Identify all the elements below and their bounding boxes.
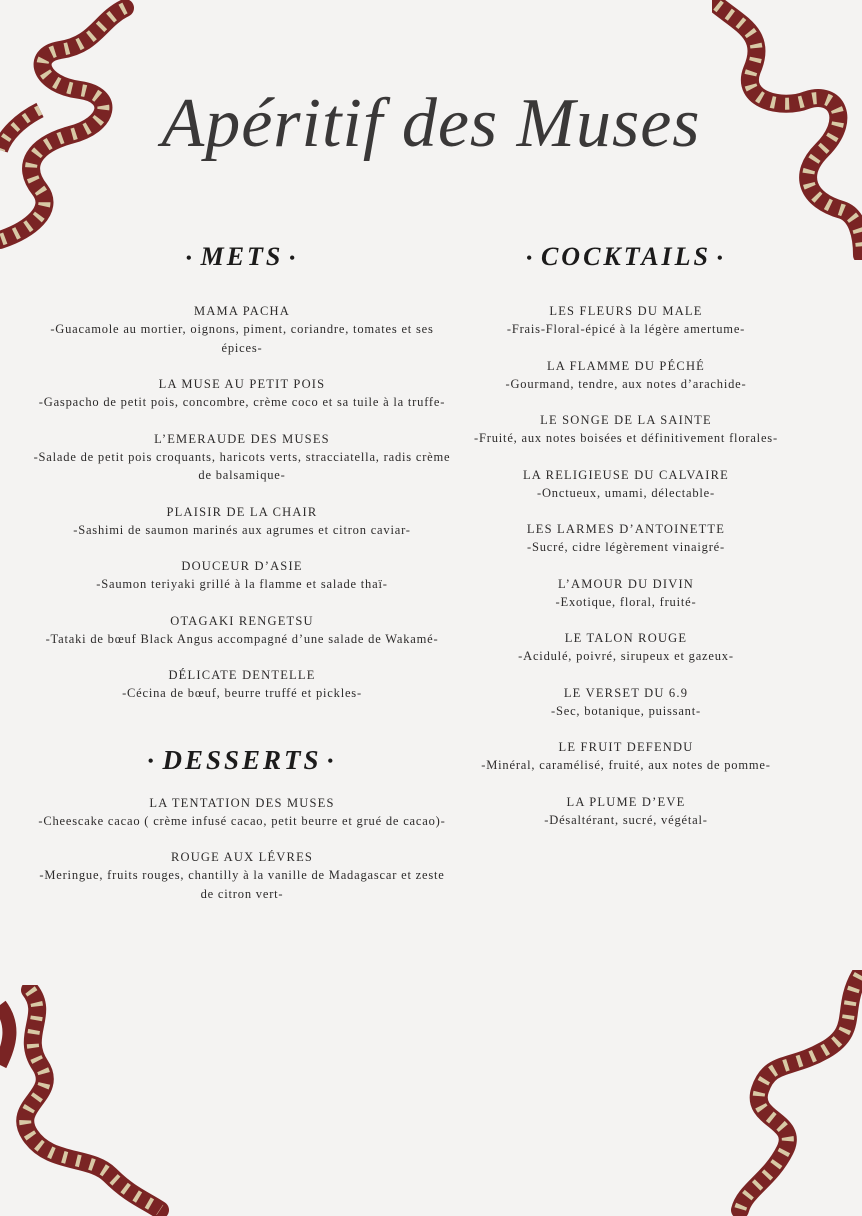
cocktails-heading: • COCKTAILS • — [526, 242, 726, 271]
menu-item-name: L’AMOUR DU DIVIN — [557, 576, 695, 591]
menu-item-description: -Cheescake cacao ( crème infusé cacao, petit beurre et grué de cacao)- — [38, 813, 446, 828]
menu-item-description: -Frais-Floral-épicé à la légère amertume- — [506, 322, 746, 336]
menu-item — [32, 503, 452, 540]
mets-heading: • METS • — [185, 242, 299, 271]
snake-icon — [730, 970, 862, 1216]
menu-item — [445, 466, 807, 503]
menu-item — [32, 666, 452, 703]
menu-item-name: DOUCEUR D’ASIE — [181, 559, 303, 573]
menu-item-name: LA MUSE AU PETIT POIS — [158, 377, 326, 391]
menu-item-description: -Saumon teriyaki grillé à la flamme et salade thaï- — [96, 577, 388, 591]
menu-item-description: -Meringue, fruits rouges, chantilly à la vanille de Madagascar et zeste de citron vert- — [39, 868, 445, 901]
menu-item — [445, 793, 807, 830]
menu-item-name: LE TALON ROUGE — [564, 631, 688, 645]
menu-item-description: -Sucré, cidre légèrement vinaigré- — [527, 540, 725, 554]
menu-item-description: -Onctueux, umami, délectable- — [537, 485, 715, 500]
menu-item-name: ROUGE AUX LÉVRES — [170, 850, 314, 864]
page-title: Apéritif des Muses — [161, 85, 701, 162]
menu-item — [32, 302, 452, 357]
menu-item-name: LE VERSET DU 6.9 — [563, 685, 689, 700]
menu-item — [32, 557, 452, 594]
menu-item — [445, 575, 807, 612]
menu-item-name: LA TENTATION DES MUSES — [149, 795, 335, 810]
cocktails-column — [445, 242, 807, 847]
mets-column — [32, 242, 452, 921]
desserts-heading: • DESSERTS • — [147, 744, 337, 775]
menu-item-name: LES LARMES D’ANTOINETTE — [526, 522, 726, 536]
menu-item-name: LES FLEURS DU MALE — [549, 304, 703, 318]
menu-item-description: -Gaspacho de petit pois, concombre, crème coco et sa tuile à la truffe- — [38, 395, 446, 409]
menu-item-description: -Salade de petit pois croquants, haricots verts, stracciatella, radis crème de balsamique- — [33, 449, 451, 482]
menu-item — [445, 684, 807, 721]
menu-item-name: OTAGAKI RENGETSU — [170, 613, 314, 628]
menu-item — [32, 375, 452, 412]
menu-item — [32, 848, 452, 903]
menu-item-name: LE FRUIT DEFENDU — [558, 740, 694, 754]
menu-item-description: -Tataki de bœuf Black Angus accompagné d’une salade de Wakamé- — [45, 631, 439, 646]
menu-item — [445, 411, 807, 448]
desserts-list — [32, 794, 452, 904]
menu-item — [445, 357, 807, 394]
menu-item-name: LA RELIGIEUSE DU CALVAIRE — [522, 467, 730, 482]
cocktails-list — [445, 302, 807, 829]
menu-item — [445, 629, 807, 666]
menu-item-name: PLAISIR DE LA CHAIR — [166, 504, 318, 519]
menu-item — [445, 520, 807, 557]
menu-item-description: -Sec, botanique, puissant- — [551, 703, 701, 718]
menu-item-name: DÉLICATE DENTELLE — [168, 668, 316, 682]
menu-item-name: MAMA PACHA — [194, 304, 290, 318]
menu-item-description: -Désaltérant, sucré, végétal- — [544, 812, 708, 827]
menu-item-name: L’EMERAUDE DES MUSES — [154, 431, 330, 446]
menu-item-description: -Guacamole au mortier, oignons, piment, coriandre, tomates et ses épices- — [50, 322, 434, 355]
mets-list — [32, 302, 452, 703]
menu-item-name: LE SONGE DE LA SAINTE — [540, 413, 712, 427]
menu-item — [445, 738, 807, 775]
menu-item-description: -Exotique, floral, fruité- — [555, 594, 697, 609]
menu-item-name: LA FLAMME DU PÉCHÉ — [546, 358, 706, 373]
menu-item — [32, 430, 452, 485]
menu-item-description: -Gourmand, tendre, aux notes d’arachide- — [505, 376, 747, 391]
menu-item-description: -Acidulé, poivré, sirupeux et gazeux- — [518, 649, 734, 663]
menu-item-description: -Minéral, caramélisé, fruité, aux notes de pomme- — [481, 758, 771, 772]
menu-item-description: -Fruité, aux notes boisées et définitivement florales- — [474, 431, 778, 445]
menu-item — [32, 794, 452, 831]
menu-item — [32, 612, 452, 649]
menu-item — [445, 302, 807, 339]
menu-item-name: LA PLUME D’EVE — [566, 794, 686, 809]
snake-icon — [0, 985, 170, 1216]
menu-item-description: -Cécina de bœuf, beurre truffé et pickles- — [122, 686, 362, 700]
menu-item-description: -Sashimi de saumon marinés aux agrumes et citron caviar- — [73, 522, 411, 537]
